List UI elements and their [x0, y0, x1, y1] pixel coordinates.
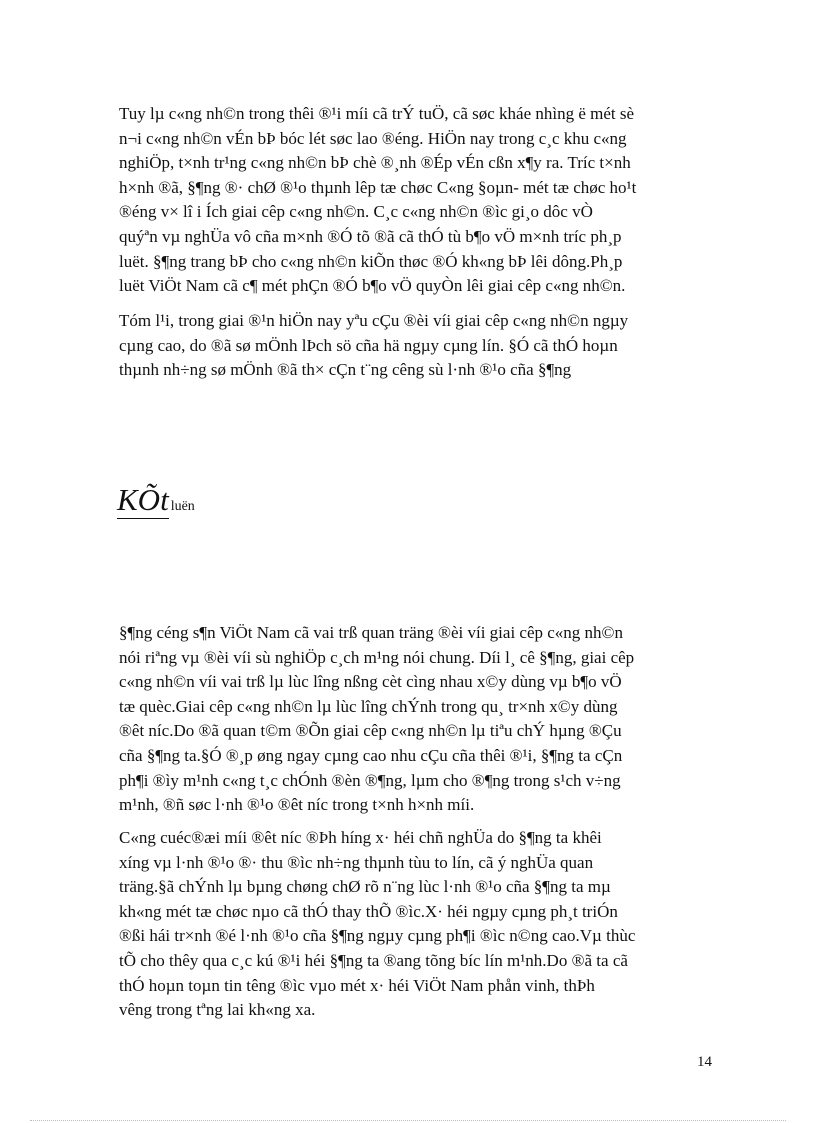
paragraph-line: cña §¶ng ta.§Ó ®¸p øng ngay cµng cao nhu cÇu cña thêi ®¹i, §¶ng ta cÇn	[119, 745, 623, 765]
paragraph-line: kh«ng mét tæ chøc nµo cã thÓ thay thÕ ®ìc.X· héi ngµy cµng ph¸t triÓn	[119, 901, 618, 921]
paragraph-3	[119, 621, 709, 818]
paragraph-line: ®éng v× lî i Ích giai cêp c«ng nh©n. C¸c c«ng nh©n ®ìc gi¸o dôc vÒ	[119, 202, 593, 222]
paragraph-line: xíng vµ l·nh ®¹o ®· thu ®ìc nh÷ng thµnh tùu to lín, cã ý nghÜa quan	[119, 852, 594, 872]
paragraph-line: c«ng nh©n víi vai trß lµ lùc lîng nßng cèt cìng nhau x©y dùng vµ b¶o vÖ	[119, 672, 622, 692]
page-number: 14	[697, 1054, 712, 1070]
paragraph-line: Tóm l¹i, trong giai ®¹n hiÖn nay yªu cÇu ®èi víi giai cêp c«ng nh©n ngµy	[119, 311, 629, 330]
paragraph-4	[119, 826, 709, 1023]
paragraph-line: tæ quèc.Giai cêp c«ng nh©n lµ lùc lîng chÝnh trong qu¸ tr×nh x©y dùng	[119, 696, 618, 716]
paragraph-line: nghiÖp, t×nh tr¹ng c«ng nh©n bÞ chè ®¸nh ®Ép vÉn cßn x¶y ra. Tríc t×nh	[119, 153, 631, 173]
paragraph-line: thµnh nh÷ng sø mÖnh ®ã th× cÇn t¨ng cêng sù l·nh ®¹o cña §¶ng	[119, 360, 572, 380]
paragraph-2	[119, 309, 709, 383]
section-heading-subtitle: luën	[170, 499, 195, 514]
paragraph-line: vêng trong tªng lai kh«ng xa.	[119, 1000, 316, 1020]
paragraph-line: quýªn vµ nghÜa vô cña m×nh ®Ó tõ ®ã cã thÓ tù b¶o vÖ m×nh tríc ph¸p	[119, 226, 622, 246]
paragraph-line: ph¶i ®ìy m¹nh c«ng t¸c chÓnh ®èn ®¶ng, lµm cho ®¶ng trong s¹ch v÷ng	[119, 770, 621, 790]
section-heading	[117, 482, 195, 518]
paragraph-line: §¶ng céng s¶n ViÖt Nam cã vai trß quan träng ®èi víi giai cêp c«ng nh©n	[119, 623, 623, 642]
paragraph-line: ®ßi hái tr×nh ®é l·nh ®¹o cña §¶ng ngµy cµng ph¶i ®ìc n©ng cao.Vµ thùc	[119, 926, 636, 946]
paragraph-line: m¹nh, ®ñ søc l·nh ®¹o ®êt níc trong t×nh h×nh míi.	[119, 795, 475, 815]
paragraph-line: träng.§ã chÝnh lµ bµng chøng chØ rõ n¨ng lùc l·nh ®¹o cña §¶ng ta mµ	[119, 877, 611, 897]
page-bottom-dotted-rule	[30, 1120, 786, 1121]
paragraph-line: luët. §¶ng trang bÞ cho c«ng nh©n kiÕn thøc ®Ó kh«ng bÞ lêi dông.Ph¸p	[119, 251, 623, 271]
paragraph-line: nói riªng vµ ®èi víi sù nghiÖp c¸ch m¹ng nói chung. Díi l¸ cê §¶ng, giai cêp	[119, 647, 635, 667]
paragraph-line: C«ng cuéc®æi míi ®êt níc ®Þh híng x· héi chñ nghÜa do §¶ng ta khêi	[119, 828, 602, 847]
paragraph-line: h×nh ®ã, §¶ng ®· chØ ®¹o thµnh lêp tæ chøc C«ng §oµn- mét tæ chøc ho¹t	[119, 177, 637, 197]
paragraph-line: Tuy lµ c«ng nh©n trong thêi ®¹i míi cã trÝ tuÖ, cã søc kháe nhìng ë mét sè	[119, 104, 635, 123]
paragraph-line: ®êt níc.Do ®ã quan t©m ®Õn giai cêp c«ng nh©n lµ tiªu chÝ hµng ®Çu	[119, 721, 622, 741]
paragraph-line: thÓ hoµn toµn tin têng ®ìc vµo mét x· héi ViÖt Nam phån vinh, thÞh	[119, 975, 595, 995]
paragraph-line: n¬i c«ng nh©n vÉn bÞ bóc lét søc lao ®éng. HiÖn nay trong c¸c khu c«ng	[119, 128, 627, 148]
paragraph-line: luët ViÖt Nam cã c¶ mét phÇn ®Ó b¶o vÖ quyÒn lêi giai cêp c«ng nh©n.	[119, 276, 626, 296]
paragraph-line: cµng cao, do ®ã sø mÖnh lÞch sö cña hä ngµy cµng lín. §Ó cã thÓ hoµn	[119, 335, 618, 355]
paragraph-line: tÕ cho thêy qua c¸c kú ®¹i héi §¶ng ta ®ang tõng bíc lín m¹nh.Do ®ã ta cã	[119, 950, 628, 970]
paragraph-1	[119, 102, 709, 299]
section-heading-title: KÕt	[117, 482, 169, 517]
